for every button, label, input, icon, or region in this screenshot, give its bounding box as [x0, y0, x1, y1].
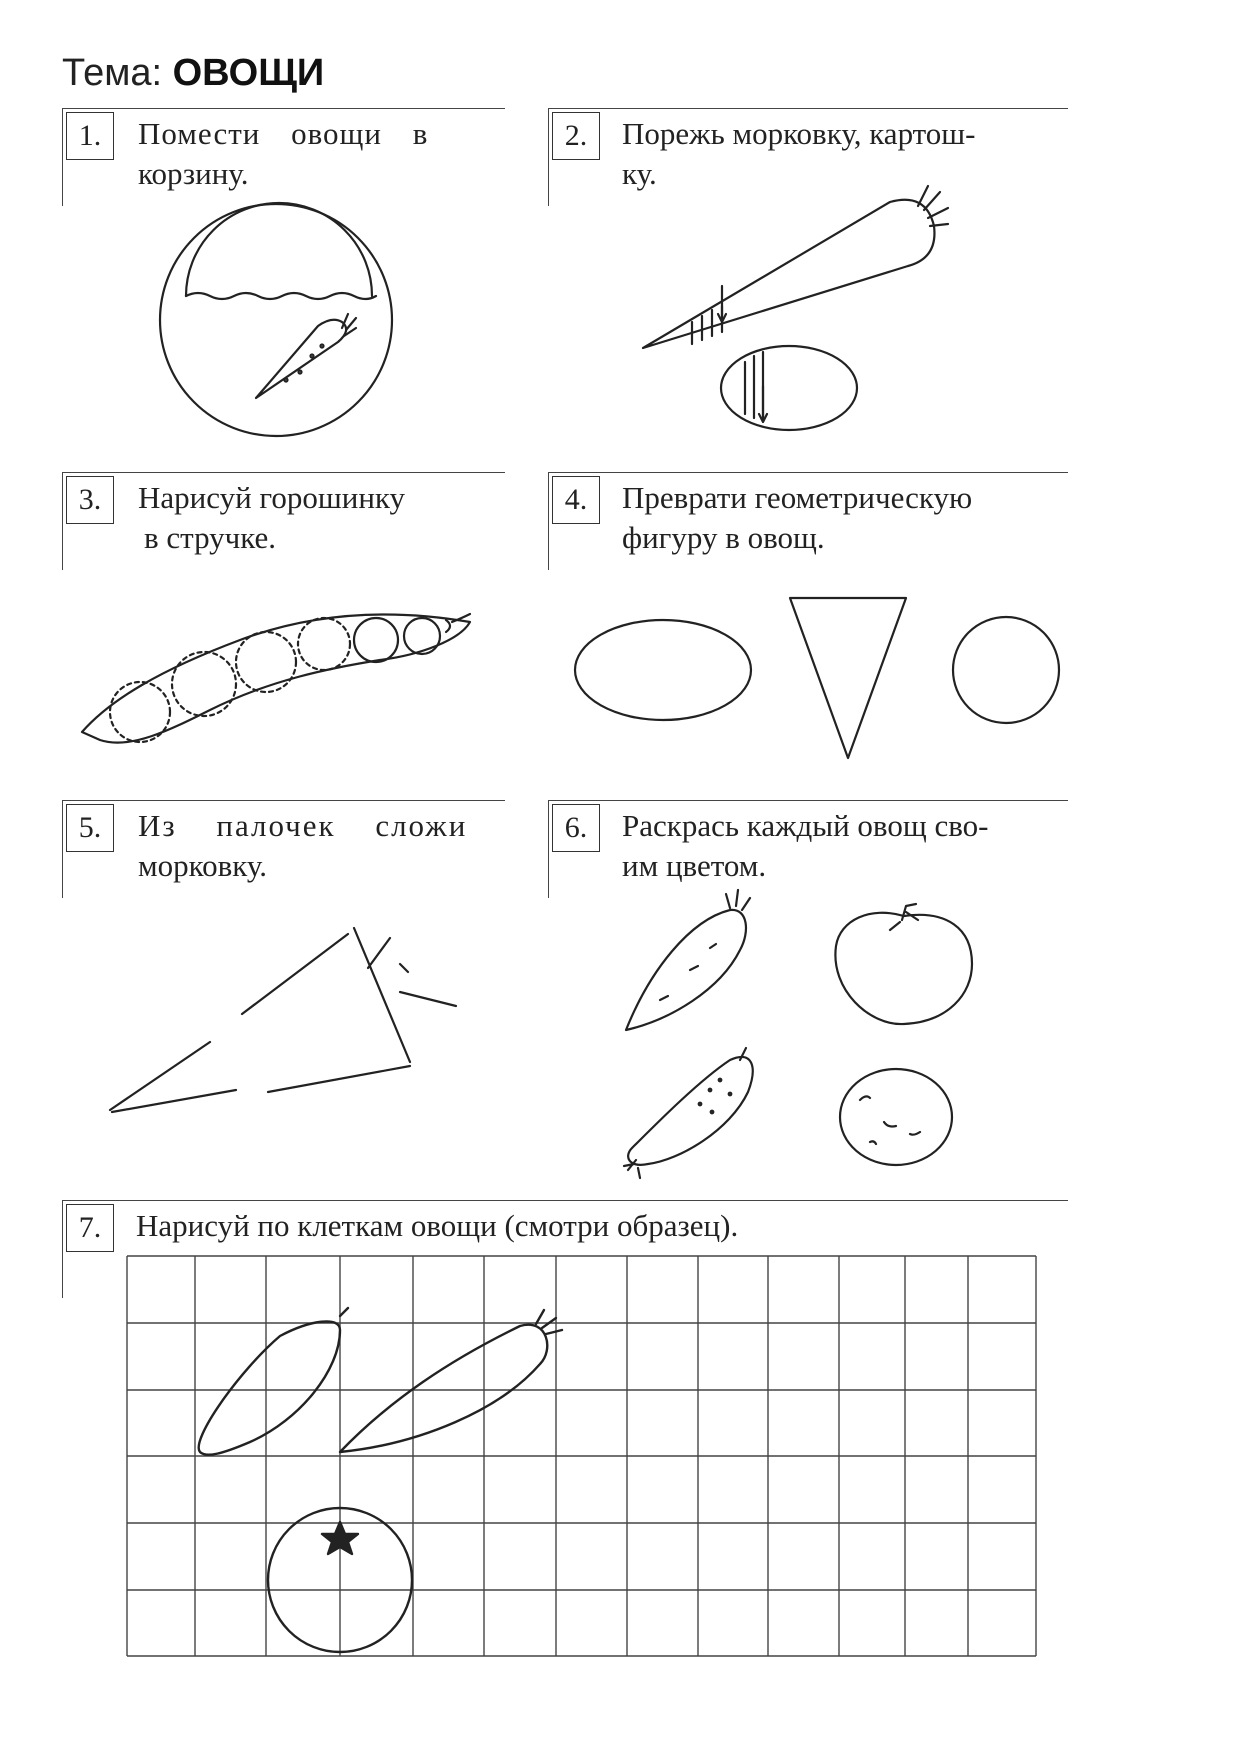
- task-6-line-1: Раскрась каждый овощ сво-: [622, 808, 989, 843]
- task-2-line-1: Порежь морковку, картош-: [622, 116, 976, 151]
- stick-carrot-drawing: [110, 928, 456, 1112]
- task-2-line-2: ку.: [622, 156, 657, 191]
- grid-sample-vegetables: [199, 1308, 562, 1652]
- task-4-number: 4.: [552, 476, 600, 524]
- task-6-line-2: им цветом.: [622, 848, 767, 883]
- task-2-number: 2.: [552, 112, 600, 160]
- task-3-line-2: в стручке.: [144, 520, 277, 555]
- task-3-number: 3.: [66, 476, 114, 524]
- geometric-shapes-drawing: [575, 598, 1059, 758]
- task-5-line-1: Из палочек сложи: [138, 808, 468, 843]
- basket-drawing: [160, 203, 392, 436]
- task-5-line-2: морковку.: [138, 848, 268, 883]
- carrot-cutting-drawing: [643, 186, 948, 430]
- task-1-number: 1.: [66, 112, 114, 160]
- pea-pod-drawing: [82, 614, 470, 743]
- task-1-line-1-text: Помести овощи в: [138, 116, 429, 151]
- task-7-text: Нарисуй по клеткам овощи (смотри образец).: [136, 1208, 739, 1243]
- title-topic: ОВОЩИ: [172, 52, 325, 94]
- drawing-grid: [127, 1256, 1036, 1656]
- task-5-number: 5.: [66, 804, 114, 852]
- task-1-line-2: корзину.: [138, 156, 249, 191]
- title-prefix: Тема:: [62, 52, 163, 94]
- task-3-line-1: Нарисуй горошинку: [138, 480, 406, 515]
- task-7-number: 7.: [66, 1204, 114, 1252]
- task-4-line-2: фигуру в овощ.: [622, 520, 825, 555]
- task-6-number: 6.: [552, 804, 600, 852]
- vegetables-coloring-drawing: [624, 890, 972, 1178]
- task-4-line-1: Преврати геометрическую: [622, 480, 973, 515]
